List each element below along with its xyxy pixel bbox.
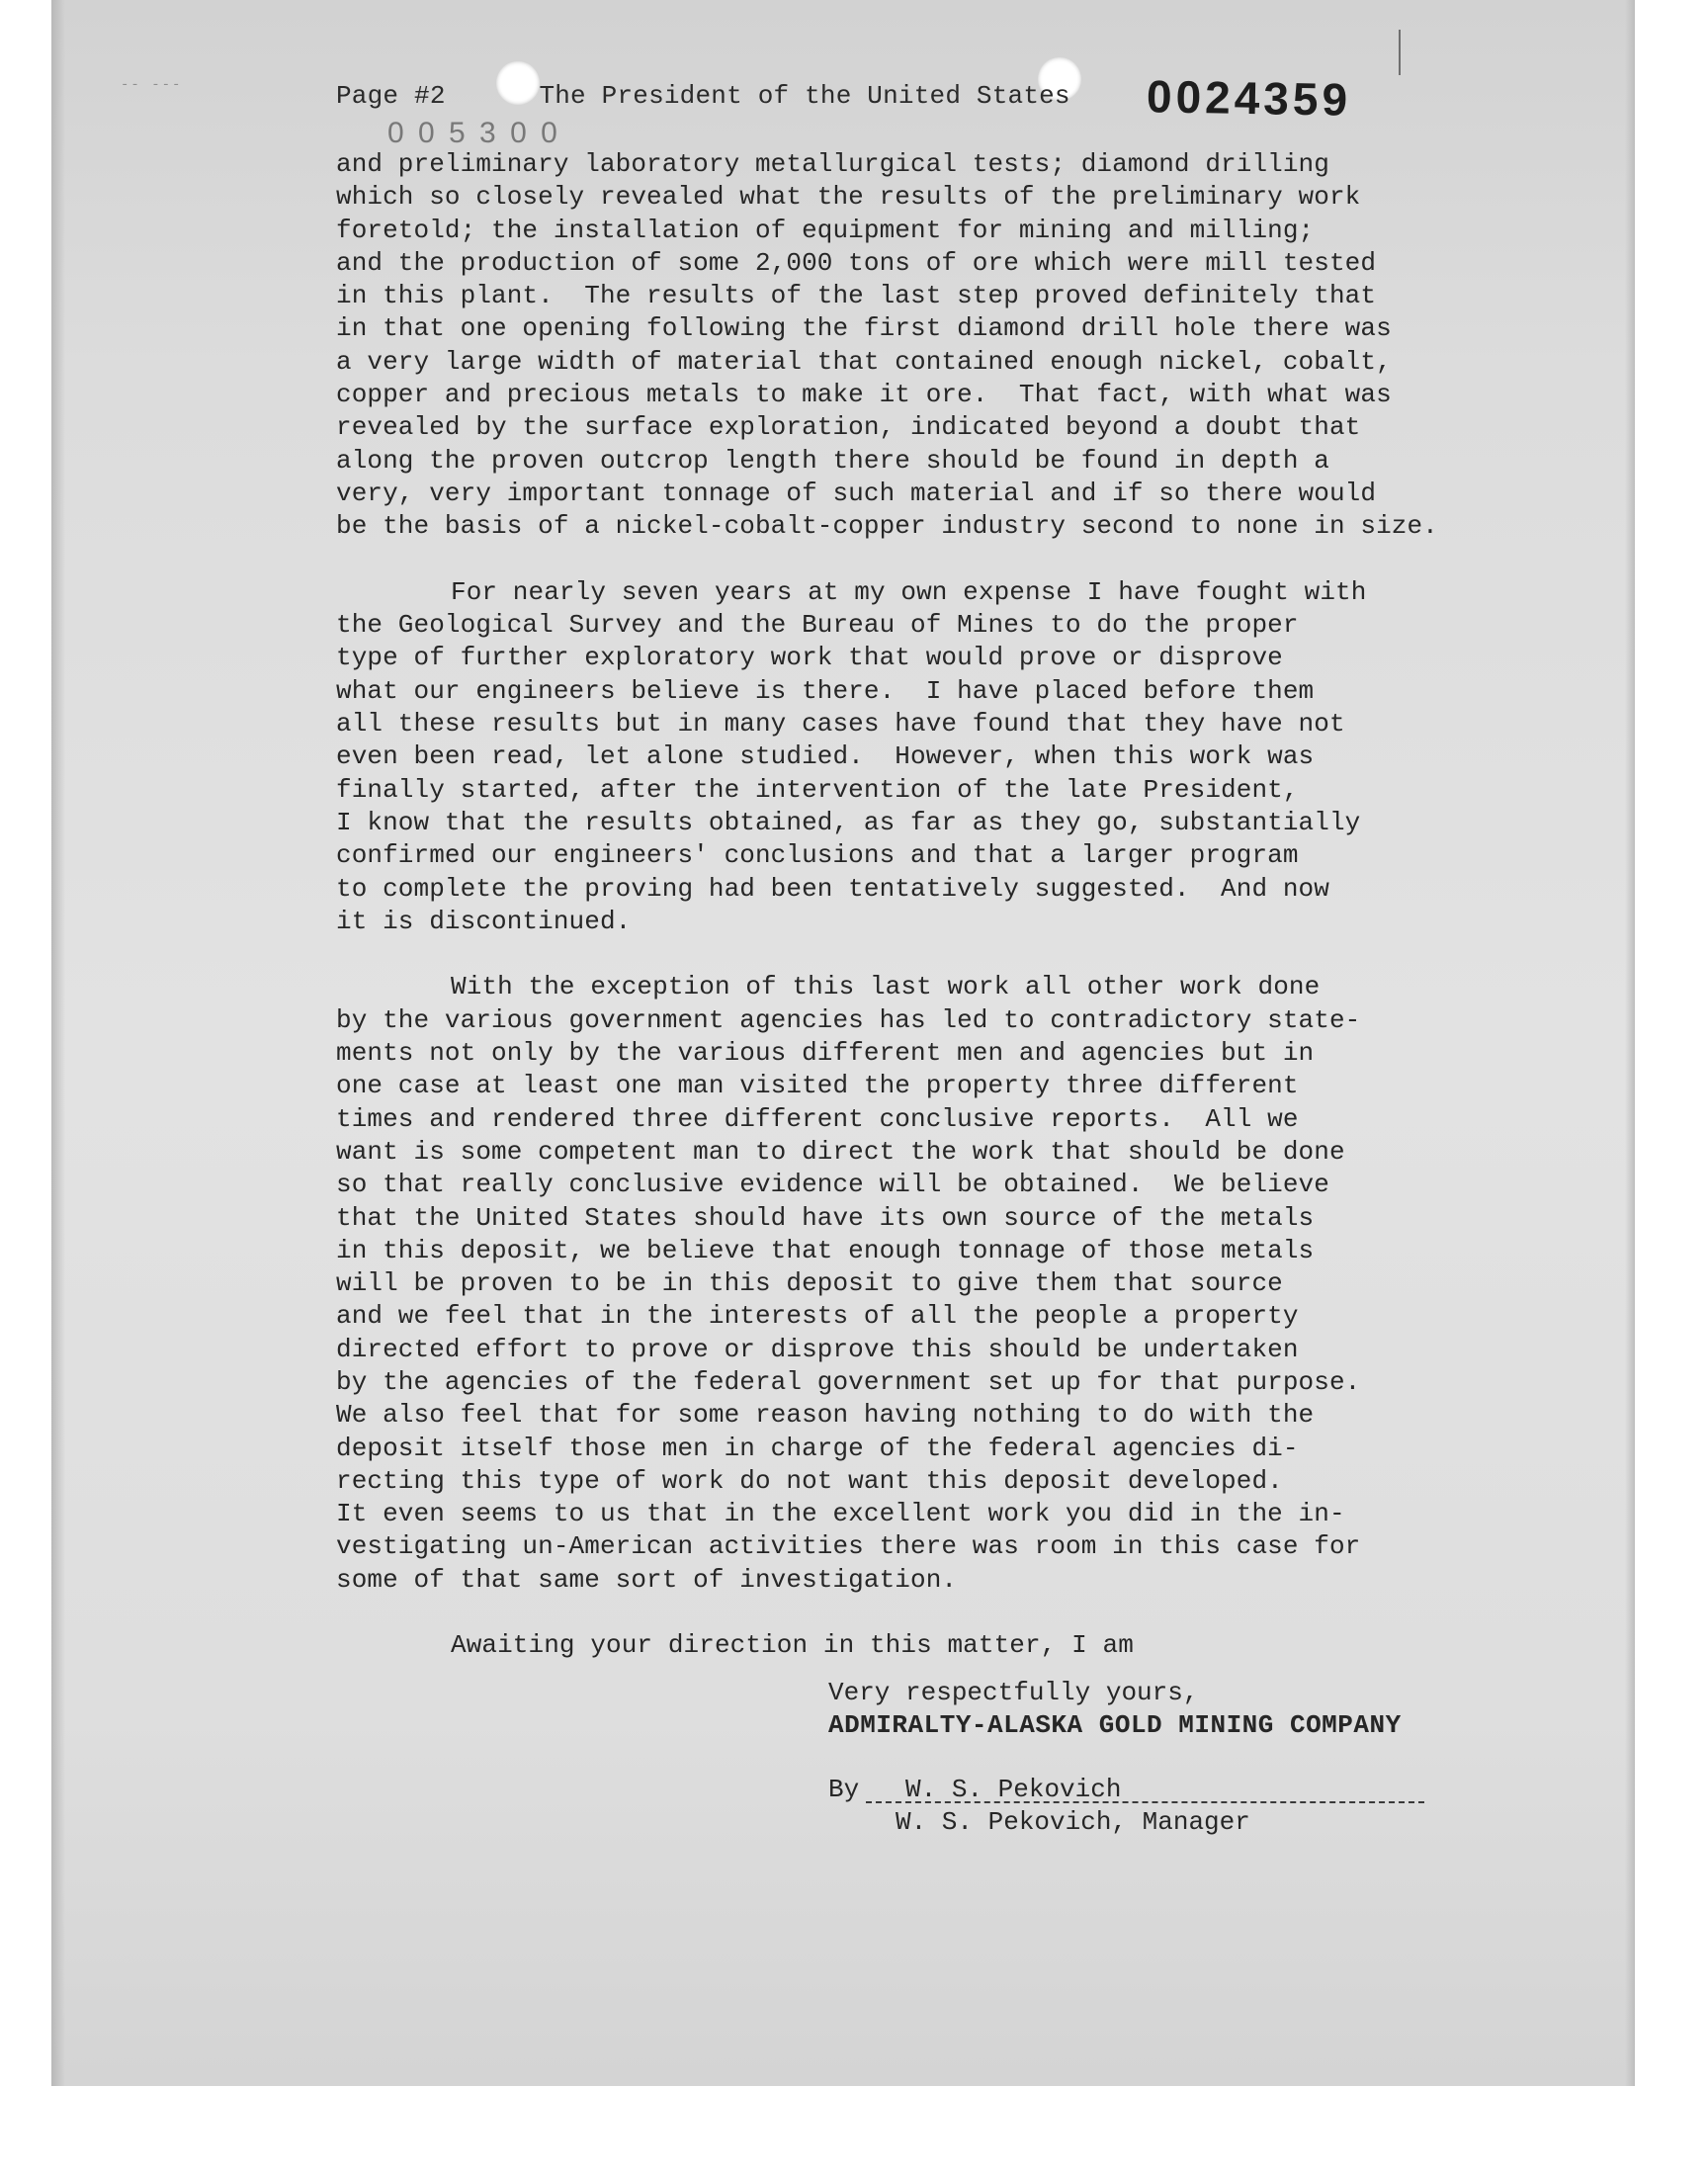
text-line: vestigating un-American activities there was room in this case for: [336, 1531, 1361, 1562]
paragraph-gap: [336, 938, 1522, 971]
text-line: directed effort to prove or disprove this should be undertaken: [336, 1334, 1299, 1364]
paragraph-gap: [336, 1597, 1522, 1629]
text-line: some of that same sort of investigation.: [336, 1564, 958, 1595]
text-line: With the exception of this last work all other work done: [451, 972, 1321, 1002]
text-line: will be proven to be in this deposit to give them that source: [336, 1268, 1283, 1299]
text-line: in that one opening following the first diamond drill hole there was: [336, 313, 1392, 344]
paragraph: [336, 148, 1522, 544]
paragraph: [336, 1629, 1522, 1662]
faint-stamp: 0 0 5 3 0 0: [387, 117, 560, 149]
text-line: by the various government agencies has led to contradictory state-: [336, 1004, 1361, 1035]
text-line: deposit itself those men in charge of the federal agencies di-: [336, 1433, 1299, 1463]
text-line: even been read, let alone studied. However, when this work was: [336, 741, 1315, 772]
text-line: all these results but in many cases have found that they have not: [336, 709, 1345, 740]
text-line: in this deposit, we believe that enough tonnage of those metals: [336, 1235, 1315, 1265]
text-line: which so closely revealed what the results of the preliminary work: [336, 182, 1361, 213]
text-line: be the basis of a nickel-cobalt-copper industry second to none in size.: [336, 511, 1438, 542]
text-line: so that really conclusive evidence will be obtained. We believe: [336, 1170, 1329, 1200]
signature-block: [828, 1774, 1250, 1839]
text-line: recting this type of work do not want this deposit developed.: [336, 1465, 1283, 1496]
page-shadow-right: [1625, 0, 1635, 2086]
text-line: We also feel that for some reason having nothing to do with the: [336, 1400, 1315, 1431]
text-line: type of further exploratory work that would prove or disprove: [336, 643, 1283, 673]
text-line: It even seems to us that in the excellent work you did in the in-: [336, 1499, 1345, 1529]
text-line: very, very important tonnage of such material and if so there would: [336, 478, 1377, 508]
company-name: ADMIRALTY-ALASKA GOLD MINING COMPANY: [828, 1710, 1402, 1740]
text-line: confirmed our engineers' conclusions and that a larger program: [336, 840, 1299, 871]
text-line: in this plant. The results of the last step proved definitely that: [336, 281, 1377, 311]
text-line: by the agencies of the federal government set up for that purpose.: [336, 1366, 1361, 1397]
page-label: Page #2: [336, 81, 446, 111]
text-line: times and rendered three different conclusive reports. All we: [336, 1103, 1299, 1134]
text-line: and we feel that in the interests of all the people a property: [336, 1301, 1299, 1332]
text-line: and preliminary laboratory metallurgical tests; diamond drilling: [336, 149, 1329, 179]
recipient-heading: The President of the United States: [539, 81, 1070, 111]
by-label: By: [828, 1775, 860, 1804]
closing-block: [828, 1677, 1402, 1742]
page-header: [336, 81, 1070, 111]
text-line: foretold; the installation of equipment for mining and milling;: [336, 215, 1315, 245]
text-line: ments not only by the various different men and agencies but in: [336, 1038, 1315, 1069]
text-line: Awaiting your direction in this matter, I am: [451, 1630, 1134, 1661]
text-line: copper and precious metals to make it ore. That fact, with what was: [336, 380, 1392, 410]
text-line: it is discontinued.: [336, 906, 632, 936]
paragraph: [336, 576, 1522, 938]
text-line: to complete the proving had been tentatively suggested. And now: [336, 873, 1329, 904]
closing-salutation: Very respectfully yours,: [828, 1678, 1199, 1707]
text-line: along the proven outcrop length there should be found in depth a: [336, 445, 1329, 476]
signer-title: W. S. Pekovich, Manager: [896, 1807, 1250, 1837]
text-line: For nearly seven years at my own expense I have fought with: [451, 576, 1367, 607]
text-line: one case at least one man visited the property three different: [336, 1071, 1299, 1101]
text-line: finally started, after the intervention of the late President,: [336, 774, 1299, 805]
signature: W. S. Pekovich: [905, 1775, 1122, 1804]
page-shadow-left: [51, 0, 65, 2086]
paragraph: [336, 971, 1522, 1597]
text-line: the Geological Survey and the Bureau of Mines to do the proper: [336, 610, 1299, 641]
margin-mark: [1399, 30, 1401, 75]
document-number-stamp: 0024359: [1146, 70, 1352, 126]
signature-line: [866, 1801, 1424, 1803]
text-line: want is some competent man to direct the work that should be done: [336, 1136, 1345, 1167]
paragraph-gap: [336, 544, 1522, 576]
text-line: a very large width of material that contained enough nickel, cobalt,: [336, 346, 1392, 377]
text-line: revealed by the surface exploration, indicated beyond a doubt that: [336, 412, 1361, 443]
letter-body: [336, 148, 1522, 1663]
text-line: what our engineers believe is there. I have placed before them: [336, 675, 1315, 706]
corner-scribble: -- ---: [121, 77, 183, 93]
signature-row: [828, 1774, 1250, 1806]
text-line: that the United States should have its own source of the metals: [336, 1202, 1315, 1233]
text-line: I know that the results obtained, as far as they go, substantially: [336, 807, 1361, 837]
text-line: and the production of some 2,000 tons of ore which were mill tested: [336, 247, 1377, 278]
